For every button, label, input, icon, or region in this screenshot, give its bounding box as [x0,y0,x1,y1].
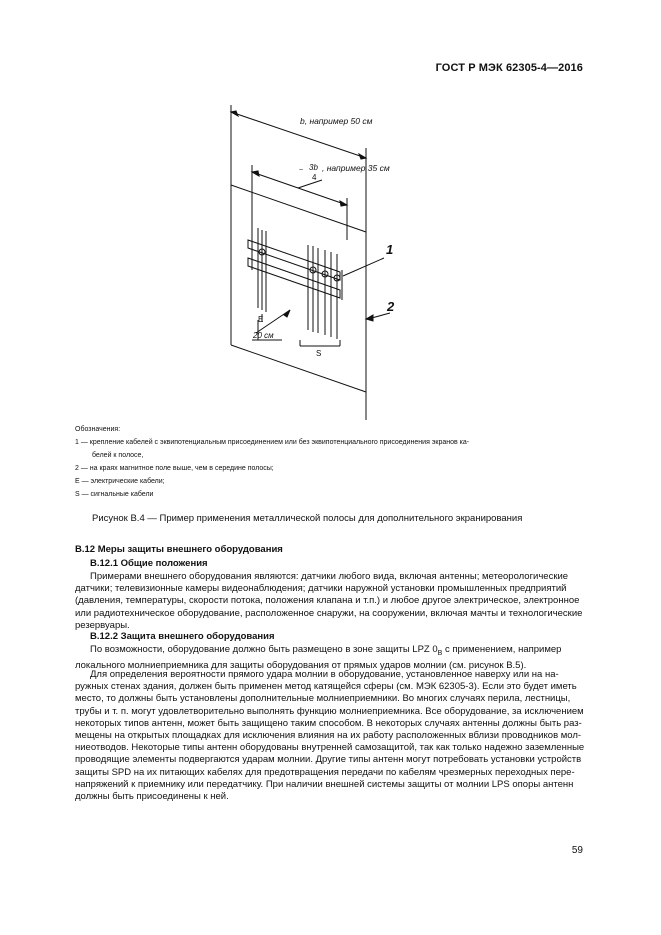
subsection-heading-1: В.12.1 Общие положения [90,558,208,569]
paragraph-line: мещены на открытых площадках для исключения влияния на их работу расположенных вблизи проводников мол- [75,730,582,742]
paragraph-line: проводящие элементы подвергаются ударам молнии. Другие типы антенн могут потребовать установки устройств [75,754,582,766]
paragraph-line: резервуары. [75,619,130,631]
paragraph-line: должны быть присоединены к ней. [75,791,229,803]
figure-label-3b-denominator: 4 [312,173,317,182]
paragraph-line: защиты SPD на их питающих кабелях для предотвращения передачи по кабелям чрезмерных переходных пере- [75,766,575,778]
paragraph-line: локального молниеприемника для защиты оборудования от прямых ударов молнии (см. рисунок В.5). [75,660,527,672]
legend-item-1: 1 — крепление кабелей с эквипотенциальным присоединением или без эквипотенциального присоединения экранов ка- [75,439,470,446]
paragraph-line: напряжений к приемнику или передатчику. При наличии внешней системы защиты от молнии LPS опоры антенн [75,778,574,790]
figure-label-1: 1 [386,242,394,257]
figure-label-b: b, например 50 см [300,116,373,126]
figure-label-E: E [258,315,264,324]
paragraph-line: Для определения вероятности прямого удара молнии в оборудование, установленное наверху или на на- [90,669,559,680]
figure-label-20cm: 20 см [253,331,274,340]
lpz-subscript: B [437,649,443,657]
lpz-text: По возможности, оборудование должно быть размещено в зоне защиты LPZ 0 [90,644,438,655]
figure-label-3b-suffix: , например 35 см [322,163,390,173]
legend-item-S: S — сигнальные кабели [75,491,154,498]
document-header: ГОСТ Р МЭК 62305-4—2016 [435,62,583,74]
paragraph-line: Примерами внешнего оборудования являются: датчики любого вида, включая антенны; метеорологические [90,571,569,582]
figure-label-3b-prefix: ~ [299,167,304,174]
paragraph-examples [75,571,584,632]
paragraph-line: трубы и т. п. могут удовлетворительно выполнять функцию молниеприемника. Все оборудование, за исключением [75,705,584,717]
figure-label-S: S [316,349,322,358]
page-number: 59 [571,845,583,856]
metal-strip-figure [0,0,661,420]
legend-title: Обозначения: [75,426,121,433]
paragraph-line: место, то должны быть установлены дополнительные молниеприемники. Во многих случаях перила, лестницы, [75,693,571,705]
lpz-text-cont: с применением, например [442,644,562,655]
paragraph-rolling-sphere [75,669,584,803]
paragraph-line [75,644,584,660]
figure-caption: Рисунок В.4 — Пример применения металлической полосы для дополнительного экранирования [92,513,523,524]
figure-label-3b-numerator: 3b [309,163,318,172]
subsection-heading-2: В.12.2 Защита внешнего оборудования [90,631,275,642]
paragraph-line: датчики; телевизионные камеры видеонаблюдения; датчики наружной установки промышленных предприятий [75,583,567,595]
paragraph-line: или радиотехническое оборудование, расположенное снаружи, на сооружении, включая мачты и технологические [75,607,583,619]
paragraph-line: ниеотводов. Некоторые типы антенн оборудованы внутренней самозащитой, так как только надежно заземленные [75,742,585,754]
figure-label-2: 2 [387,299,395,314]
paragraph-line: некоторых типов антенн, может быть защищено таким способом. В некоторых случаях антенны должны быть раз- [75,717,582,729]
section-heading: В.12 Меры защиты внешнего оборудования [75,544,283,555]
legend-item-E: E — электрические кабели; [75,478,165,485]
legend-item-1-continuation: белей к полосе, [92,452,144,459]
paragraph-line: (давления, температуры, скорости потока, положения клапана и т.п.) и любое другое электрическое, электронное [75,595,580,607]
paragraph-line: ружных стенах здания, должен быть применен метод катящейся сферы (см. МЭК 62305-3). Если это будет иметь [75,681,577,693]
legend-item-2: 2 — на краях магнитное поле выше, чем в середине полосы; [75,465,274,472]
figure-legend [75,423,595,501]
